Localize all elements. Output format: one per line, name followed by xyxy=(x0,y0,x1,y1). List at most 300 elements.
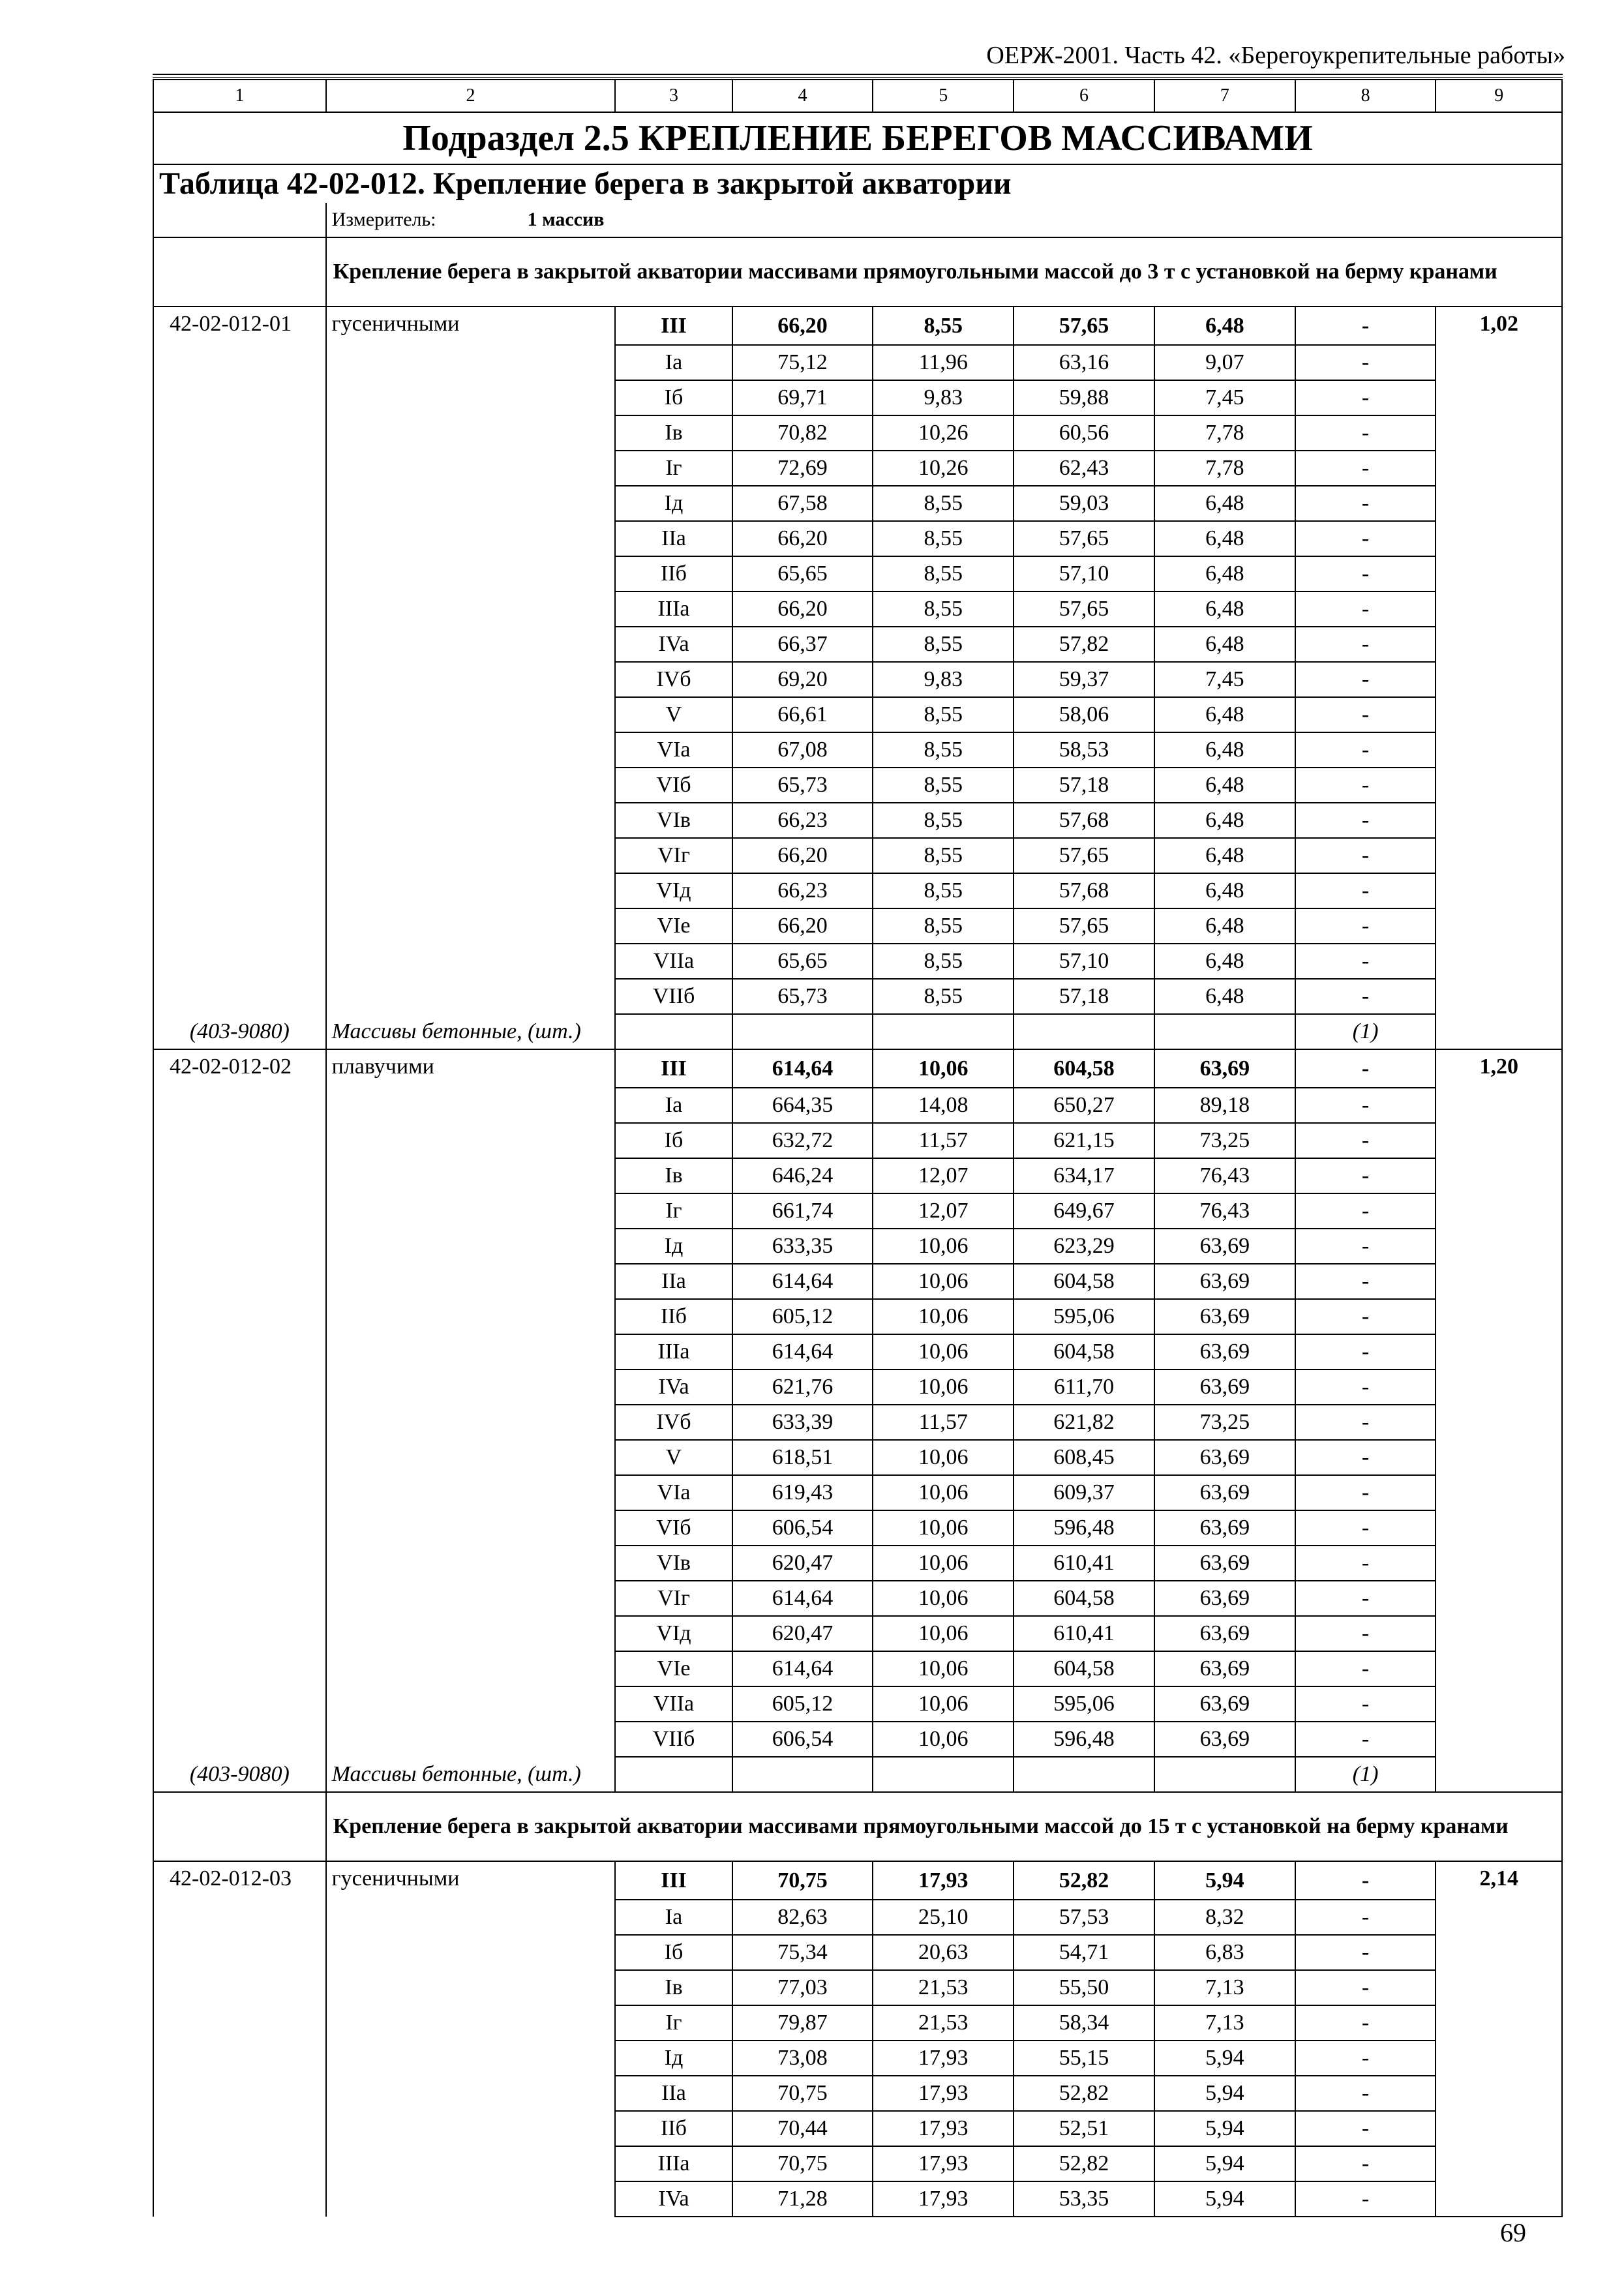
table-row xyxy=(153,1229,1562,1264)
rate-value: 10,06 xyxy=(873,1264,1014,1299)
rate-value: - xyxy=(1295,2076,1436,2111)
rate-value: 7,13 xyxy=(1154,2005,1295,2041)
zone-code: VIa xyxy=(615,1475,732,1510)
table-row xyxy=(153,1970,1562,2005)
rate-value: 10,06 xyxy=(873,1722,1014,1757)
table-row xyxy=(153,1651,1562,1686)
table-row xyxy=(153,2005,1562,2041)
zone-code: III xyxy=(615,307,732,345)
rate-value: 11,57 xyxy=(873,1123,1014,1158)
zone-code: IIб xyxy=(615,1299,732,1334)
table-title-row xyxy=(153,164,1562,203)
rate-code-continuation xyxy=(153,1935,326,1970)
rate-value: 596,48 xyxy=(1014,1722,1154,1757)
rate-value: 620,47 xyxy=(732,1616,873,1651)
rate-code-continuation xyxy=(153,2076,326,2111)
table-row xyxy=(153,838,1562,873)
rate-value: 9,07 xyxy=(1154,345,1295,380)
rate-code-continuation xyxy=(153,1475,326,1510)
rate-value: 21,53 xyxy=(873,1970,1014,2005)
rate-value: 70,75 xyxy=(732,2146,873,2181)
rate-value: 52,51 xyxy=(1014,2111,1154,2146)
table-row xyxy=(153,697,1562,732)
rate-value: 17,93 xyxy=(873,1861,1014,1900)
rate-code-continuation xyxy=(153,1616,326,1651)
zone-code: IIa xyxy=(615,521,732,556)
rate-value: 57,18 xyxy=(1014,768,1154,803)
rate-value: - xyxy=(1295,1334,1436,1369)
table-row xyxy=(153,908,1562,944)
rate-code-continuation xyxy=(153,451,326,486)
rate-code-continuation xyxy=(153,380,326,415)
work-method-continuation xyxy=(326,1405,616,1440)
rate-value: 8,55 xyxy=(873,307,1014,345)
work-method-continuation xyxy=(326,1193,616,1229)
rate-value: - xyxy=(1295,591,1436,627)
rate-value: 63,69 xyxy=(1154,1440,1295,1475)
rate-value: - xyxy=(1295,2111,1436,2146)
zone-code: VIIб xyxy=(615,979,732,1014)
rate-value: - xyxy=(1295,1510,1436,1546)
rate-value: - xyxy=(1295,1475,1436,1510)
work-method-continuation xyxy=(326,2041,616,2076)
table-title: Таблица 42-02-012. Крепление берега в закрытой акватории xyxy=(153,164,1562,203)
rate-value: 5,94 xyxy=(1154,2076,1295,2111)
rate-value: 10,06 xyxy=(873,1546,1014,1581)
rate-value: 63,69 xyxy=(1154,1299,1295,1334)
work-method-continuation xyxy=(326,1299,616,1334)
rate-value: - xyxy=(1295,415,1436,451)
material-row xyxy=(153,1757,1562,1792)
rate-value: 8,55 xyxy=(873,908,1014,944)
rate-value: 63,69 xyxy=(1154,1334,1295,1369)
rate-value: 17,93 xyxy=(873,2181,1014,2217)
rate-value: 10,06 xyxy=(873,1651,1014,1686)
rate-value: 8,55 xyxy=(873,697,1014,732)
table-row xyxy=(153,1546,1562,1581)
rate-value: 66,20 xyxy=(732,591,873,627)
work-method-continuation xyxy=(326,979,616,1014)
rate-value: 8,55 xyxy=(873,591,1014,627)
rate-value: 53,35 xyxy=(1014,2181,1154,2217)
rate-value: - xyxy=(1295,873,1436,908)
rate-value: - xyxy=(1295,1651,1436,1686)
rate-value: 6,48 xyxy=(1154,908,1295,944)
work-method-continuation xyxy=(326,1581,616,1616)
rate-value: - xyxy=(1295,1686,1436,1722)
rate-value: 10,06 xyxy=(873,1581,1014,1616)
rate-value: 620,47 xyxy=(732,1546,873,1581)
rate-code-continuation xyxy=(153,697,326,732)
rate-value: - xyxy=(1295,1049,1436,1088)
material-empty-cell xyxy=(615,1014,732,1049)
rate-value: 10,06 xyxy=(873,1299,1014,1334)
rate-value: 614,64 xyxy=(732,1334,873,1369)
table-row xyxy=(153,732,1562,768)
rate-value: 12,07 xyxy=(873,1193,1014,1229)
rate-value: - xyxy=(1295,521,1436,556)
group-title: Крепление берега в закрытой акватории массивами прямоугольными массой до 3 т с установкой на берму кранами xyxy=(326,237,1562,307)
rate-value: 73,08 xyxy=(732,2041,873,2076)
rate-value: 5,94 xyxy=(1154,2041,1295,2076)
rate-value: 60,56 xyxy=(1014,415,1154,451)
table-row xyxy=(153,1264,1562,1299)
rate-value: 57,68 xyxy=(1014,803,1154,838)
column-number: 6 xyxy=(1014,80,1154,112)
rate-value: 17,93 xyxy=(873,2076,1014,2111)
rate-code-continuation xyxy=(153,1193,326,1229)
rate-value: 596,48 xyxy=(1014,1510,1154,1546)
rate-value: 6,48 xyxy=(1154,979,1295,1014)
rate-value: 57,53 xyxy=(1014,1900,1154,1935)
rate-code-continuation xyxy=(153,1299,326,1334)
rate-value: 606,54 xyxy=(732,1722,873,1757)
rate-code-continuation xyxy=(153,1369,326,1405)
rate-code-continuation xyxy=(153,1405,326,1440)
rate-value: 65,65 xyxy=(732,556,873,591)
work-method-continuation xyxy=(326,486,616,521)
table-row xyxy=(153,944,1562,979)
rate-value: 614,64 xyxy=(732,1581,873,1616)
column-numbers-row xyxy=(153,80,1562,112)
rate-value: 54,71 xyxy=(1014,1935,1154,1970)
rate-code: 42-02-012-02 xyxy=(153,1049,326,1088)
rate-value: 72,69 xyxy=(732,451,873,486)
rate-value: 62,43 xyxy=(1014,451,1154,486)
rate-value: - xyxy=(1295,556,1436,591)
rate-code-continuation xyxy=(153,1581,326,1616)
table-row xyxy=(153,1581,1562,1616)
work-method-continuation xyxy=(326,803,616,838)
work-method-continuation xyxy=(326,1651,616,1686)
work-method-continuation xyxy=(326,1264,616,1299)
rate-value: 7,78 xyxy=(1154,415,1295,451)
table-row xyxy=(153,1935,1562,1970)
rate-value: - xyxy=(1295,1616,1436,1651)
rate-value: 10,06 xyxy=(873,1049,1014,1088)
rate-value: 57,82 xyxy=(1014,627,1154,662)
rate-value: 9,83 xyxy=(873,380,1014,415)
zone-code: VIв xyxy=(615,1546,732,1581)
table-row xyxy=(153,1088,1562,1123)
rate-value: 8,55 xyxy=(873,838,1014,873)
zone-code: VIб xyxy=(615,768,732,803)
rate-code-continuation xyxy=(153,1546,326,1581)
rate-value: - xyxy=(1295,2146,1436,2181)
zone-code: VIe xyxy=(615,908,732,944)
zone-code: IIIa xyxy=(615,591,732,627)
work-method-continuation xyxy=(326,627,616,662)
rate-value: 595,06 xyxy=(1014,1299,1154,1334)
rate-code: 42-02-012-01 xyxy=(153,307,326,345)
rate-value: 646,24 xyxy=(732,1158,873,1193)
work-method-continuation xyxy=(326,591,616,627)
rate-value: 58,34 xyxy=(1014,2005,1154,2041)
group-header-row xyxy=(153,237,1562,307)
rate-value: 6,48 xyxy=(1154,803,1295,838)
zone-code: VIд xyxy=(615,1616,732,1651)
rate-value: - xyxy=(1295,1299,1436,1334)
table-row xyxy=(153,1475,1562,1510)
rate-value: - xyxy=(1295,697,1436,732)
rate-value: 6,48 xyxy=(1154,732,1295,768)
rate-value: 10,06 xyxy=(873,1686,1014,1722)
table-row xyxy=(153,2041,1562,2076)
rate-value: 66,61 xyxy=(732,697,873,732)
rate-coefficient: 2,14 xyxy=(1436,1861,1562,2217)
zone-code: Iб xyxy=(615,1123,732,1158)
rate-code-continuation xyxy=(153,1900,326,1935)
table-row xyxy=(153,1686,1562,1722)
rate-code-continuation xyxy=(153,1334,326,1369)
table-row xyxy=(153,415,1562,451)
group-header-spacer xyxy=(153,237,326,307)
rate-value: 21,53 xyxy=(873,2005,1014,2041)
rate-value: 614,64 xyxy=(732,1651,873,1686)
rate-value: - xyxy=(1295,627,1436,662)
rate-value: 604,58 xyxy=(1014,1581,1154,1616)
work-method-continuation xyxy=(326,2076,616,2111)
rate-value: 6,48 xyxy=(1154,944,1295,979)
rate-value: - xyxy=(1295,380,1436,415)
rate-value: 10,06 xyxy=(873,1334,1014,1369)
rate-value: 621,15 xyxy=(1014,1123,1154,1158)
rate-code-continuation xyxy=(153,1440,326,1475)
table-row xyxy=(153,2111,1562,2146)
rate-value: 633,39 xyxy=(732,1405,873,1440)
rate-value: 649,67 xyxy=(1014,1193,1154,1229)
rate-value: 8,55 xyxy=(873,732,1014,768)
work-method-continuation xyxy=(326,2111,616,2146)
rate-value: 8,32 xyxy=(1154,1900,1295,1935)
zone-code: V xyxy=(615,697,732,732)
rate-value: 8,55 xyxy=(873,768,1014,803)
zone-code: Iг xyxy=(615,451,732,486)
zone-code: VIб xyxy=(615,1510,732,1546)
rate-value: 10,06 xyxy=(873,1616,1014,1651)
rate-value: 63,69 xyxy=(1154,1510,1295,1546)
rate-code-continuation xyxy=(153,415,326,451)
rate-value: 63,69 xyxy=(1154,1686,1295,1722)
measure-spacer xyxy=(153,203,326,237)
zone-code: IVa xyxy=(615,627,732,662)
work-method-continuation xyxy=(326,873,616,908)
group-title: Крепление берега в закрытой акватории массивами прямоугольными массой до 15 т с установкой на берму кранами xyxy=(326,1792,1562,1861)
column-number: 3 xyxy=(615,80,732,112)
rate-value: 75,12 xyxy=(732,345,873,380)
rate-coefficient: 1,02 xyxy=(1436,307,1562,1049)
material-empty-cell xyxy=(1014,1757,1154,1792)
work-method-continuation xyxy=(326,1334,616,1369)
work-method-continuation xyxy=(326,380,616,415)
rate-value: 614,64 xyxy=(732,1264,873,1299)
rate-value: 6,48 xyxy=(1154,768,1295,803)
rate-code-continuation xyxy=(153,803,326,838)
column-number: 8 xyxy=(1295,80,1436,112)
rate-value: 69,71 xyxy=(732,380,873,415)
material-empty-cell xyxy=(615,1757,732,1792)
rate-value: 10,06 xyxy=(873,1440,1014,1475)
zone-code: IIб xyxy=(615,2111,732,2146)
rate-code-continuation xyxy=(153,521,326,556)
table-row xyxy=(153,556,1562,591)
work-method-continuation xyxy=(326,1686,616,1722)
rate-value: 10,26 xyxy=(873,415,1014,451)
rate-code-continuation xyxy=(153,873,326,908)
rate-value: 6,48 xyxy=(1154,838,1295,873)
table-row xyxy=(153,1440,1562,1475)
rate-value: 5,94 xyxy=(1154,2181,1295,2217)
rate-value: 604,58 xyxy=(1014,1651,1154,1686)
rate-value: 10,06 xyxy=(873,1229,1014,1264)
zone-code: Ia xyxy=(615,1088,732,1123)
column-number: 9 xyxy=(1436,80,1562,112)
measure-row xyxy=(153,203,1562,237)
zone-code: Iв xyxy=(615,1158,732,1193)
rate-value: 608,45 xyxy=(1014,1440,1154,1475)
rate-value: 57,10 xyxy=(1014,944,1154,979)
work-method-continuation xyxy=(326,1440,616,1475)
rate-value: 6,48 xyxy=(1154,627,1295,662)
rate-value: - xyxy=(1295,307,1436,345)
table-row xyxy=(153,873,1562,908)
rate-code-continuation xyxy=(153,979,326,1014)
rate-value: - xyxy=(1295,768,1436,803)
table-row xyxy=(153,662,1562,697)
rate-value: 6,83 xyxy=(1154,1935,1295,1970)
rate-value: 621,82 xyxy=(1014,1405,1154,1440)
rate-value: 63,69 xyxy=(1154,1581,1295,1616)
rate-value: 604,58 xyxy=(1014,1049,1154,1088)
rate-value: 73,25 xyxy=(1154,1123,1295,1158)
rate-value: 10,06 xyxy=(873,1510,1014,1546)
rate-value: 57,65 xyxy=(1014,838,1154,873)
rate-value: - xyxy=(1295,451,1436,486)
rate-value: - xyxy=(1295,1935,1436,1970)
rate-code-continuation xyxy=(153,1229,326,1264)
table-row xyxy=(153,803,1562,838)
rate-code-continuation xyxy=(153,591,326,627)
rate-value: 57,65 xyxy=(1014,521,1154,556)
rate-value: - xyxy=(1295,908,1436,944)
table-row xyxy=(153,768,1562,803)
work-method-continuation xyxy=(326,1935,616,1970)
rate-value: 5,94 xyxy=(1154,2111,1295,2146)
rate-value: 63,69 xyxy=(1154,1369,1295,1405)
zone-code: VIIa xyxy=(615,1686,732,1722)
material-code: (403-9080) xyxy=(153,1757,326,1792)
column-number: 2 xyxy=(326,80,616,112)
rate-code-continuation xyxy=(153,838,326,873)
rate-value: 70,75 xyxy=(732,2076,873,2111)
rate-value: 67,58 xyxy=(732,486,873,521)
rate-value: 14,08 xyxy=(873,1088,1014,1123)
rate-value: 57,10 xyxy=(1014,556,1154,591)
rate-value: 63,69 xyxy=(1154,1722,1295,1757)
rate-value: 9,83 xyxy=(873,662,1014,697)
rate-value: 52,82 xyxy=(1014,1861,1154,1900)
rate-value: - xyxy=(1295,1970,1436,2005)
table-row xyxy=(153,1334,1562,1369)
rate-value: 8,55 xyxy=(873,944,1014,979)
zone-code: Iг xyxy=(615,1193,732,1229)
rate-value: 7,78 xyxy=(1154,451,1295,486)
zone-code: VIIб xyxy=(615,1722,732,1757)
rate-value: 82,63 xyxy=(732,1900,873,1935)
work-method-continuation xyxy=(326,2146,616,2181)
rate-value: 621,76 xyxy=(732,1369,873,1405)
rate-value: 75,34 xyxy=(732,1935,873,1970)
rate-value: - xyxy=(1295,838,1436,873)
rate-value: 70,75 xyxy=(732,1861,873,1900)
rate-value: 595,06 xyxy=(1014,1686,1154,1722)
work-method-continuation xyxy=(326,1546,616,1581)
work-method: плавучими xyxy=(326,1049,616,1088)
rate-value: 55,15 xyxy=(1014,2041,1154,2076)
rate-code-continuation xyxy=(153,662,326,697)
rate-value: 610,41 xyxy=(1014,1546,1154,1581)
rate-value: 66,20 xyxy=(732,307,873,345)
measure-label: Измеритель: xyxy=(331,209,436,230)
rate-value: 70,44 xyxy=(732,2111,873,2146)
rate-value: 57,65 xyxy=(1014,591,1154,627)
table-row xyxy=(153,521,1562,556)
zone-code: VIг xyxy=(615,838,732,873)
rate-code-continuation xyxy=(153,1722,326,1757)
rate-code: 42-02-012-03 xyxy=(153,1861,326,1900)
rate-value: 8,55 xyxy=(873,627,1014,662)
rate-value: 661,74 xyxy=(732,1193,873,1229)
rate-value: 618,51 xyxy=(732,1440,873,1475)
rate-code-continuation xyxy=(153,1123,326,1158)
rate-value: 79,87 xyxy=(732,2005,873,2041)
rate-value: 66,20 xyxy=(732,838,873,873)
work-method-continuation xyxy=(326,732,616,768)
rate-value: 55,50 xyxy=(1014,1970,1154,2005)
rate-code-continuation xyxy=(153,1264,326,1299)
rate-value: 76,43 xyxy=(1154,1158,1295,1193)
rate-coefficient: 1,20 xyxy=(1436,1049,1562,1792)
zone-code: IIa xyxy=(615,2076,732,2111)
table-row xyxy=(153,979,1562,1014)
rate-value: 17,93 xyxy=(873,2041,1014,2076)
rate-value: 66,23 xyxy=(732,873,873,908)
work-method-continuation xyxy=(326,697,616,732)
material-name: Массивы бетонные, (шт.) xyxy=(326,1014,616,1049)
page-header: ОЕРЖ-2001. Часть 42. «Берегоукрепительные работы» xyxy=(986,42,1565,69)
material-name: Массивы бетонные, (шт.) xyxy=(326,1757,616,1792)
rate-value: 59,37 xyxy=(1014,662,1154,697)
zone-code: III xyxy=(615,1861,732,1900)
rate-value: 63,69 xyxy=(1154,1049,1295,1088)
rate-value: 66,37 xyxy=(732,627,873,662)
rate-value: 5,94 xyxy=(1154,1861,1295,1900)
rate-code-continuation xyxy=(153,732,326,768)
column-number: 5 xyxy=(873,80,1014,112)
rate-code-continuation xyxy=(153,908,326,944)
measure-cell xyxy=(326,203,1562,237)
rate-value: 69,20 xyxy=(732,662,873,697)
rate-value: - xyxy=(1295,1369,1436,1405)
work-method-continuation xyxy=(326,768,616,803)
header-rule xyxy=(153,74,1563,75)
work-method-continuation xyxy=(326,838,616,873)
work-method-continuation xyxy=(326,1123,616,1158)
rate-value: 58,06 xyxy=(1014,697,1154,732)
material-row xyxy=(153,1014,1562,1049)
material-code: (403-9080) xyxy=(153,1014,326,1049)
rate-code-continuation xyxy=(153,2111,326,2146)
